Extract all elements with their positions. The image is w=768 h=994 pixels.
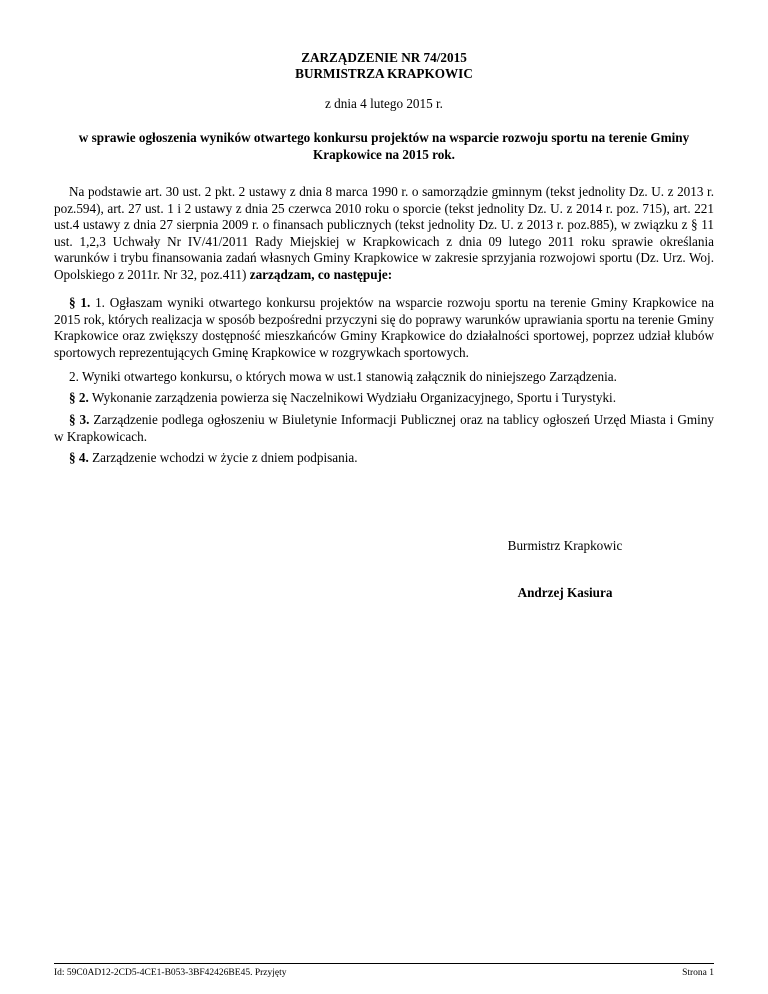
- document-subject: w sprawie ogłoszenia wyników otwartego konkursu projektów na wsparcie rozwoju sportu na terenie Gminy Krapkowice na 2015 rok.: [78, 130, 690, 162]
- title-line-2: BURMISTRZA KRAPKOWIC: [295, 66, 473, 81]
- section-3-paragraph: [54, 412, 714, 445]
- signature-title: Burmistrz Krapkowic: [507, 538, 623, 553]
- footer-divider: [54, 963, 714, 964]
- legal-basis-text: Na podstawie art. 30 ust. 2 pkt. 2 ustawy z dnia 8 marca 1990 r. o samorządzie gminnym (tekst jednolity Dz. U. z 2013 r. poz.594), art. 27 ust. 1 i 2 ustawy z dnia 25 czerwca 2010 roku o sporcie (tekst jednolity Dz. U. z 2014 r. poz. 715), art. 221 ust.4 ustawy z dnia 27 sierpnia 2009 r. o finansach publicznych (tekst jednolity Dz. U. z 2013 r. poz.885), w związku z § 11 ust. 1,2,3 Uchwały Nr IV/41/2011 Rady Miejskiej w Krapkowicach z dnia 09 lutego 2011 roku sprawie określania warunków i trybu finansowania zadań własnych Gminy Krapkowice w zakresie sprzyjania rozwojowi sportu (Dz. Urz. Woj. Opolskiego z 2011r. Nr 32, poz.411): [54, 184, 714, 282]
- legal-basis-paragraph: [54, 184, 714, 284]
- section-4-text: Zarządzenie wchodzi w życie z dniem podpisania.: [92, 450, 358, 465]
- section-3-text: Zarządzenie podlega ogłoszeniu w Biuletynie Informacji Publicznej oraz na tablicy ogłoszeń Urzęd Miasta i Gminy w Krapkowicach.: [54, 412, 715, 444]
- section-1-label: § 1.: [69, 295, 91, 310]
- section-1-point-2: 2. Wyniki otwartego konkursu, o których mowa w ust.1 stanowią załącznik do niniejszego Zarządzenia.: [69, 369, 617, 384]
- footer-page-number: Strona 1: [682, 968, 714, 978]
- section-4-label: § 4.: [69, 450, 89, 465]
- section-1-paragraph: [54, 295, 714, 361]
- document-title: [0, 50, 768, 82]
- title-line-1: ZARZĄDZENIE NR 74/2015: [301, 50, 467, 65]
- section-4-paragraph: [54, 450, 714, 467]
- legal-basis-decision: zarządzam, co następuje:: [249, 266, 393, 282]
- section-1-text: 1. Ogłaszam wyniki otwartego konkursu projektów na wsparcie rozwoju sportu na terenie Gminy Krapkowice na 2015 rok, których realizacja w sposób bezpośredni przyczyni się do poprawy warunków uprawiania sportu na terenie Gminy Krapkowice oraz zwiększy dostępność mieszkańców Gminy Krapkowice do działalności sportowej, poprzez udział klubów sportowych reprezentujących Gminę Krapkowice w rozgrywkach sportowych.: [54, 295, 715, 360]
- section-2-label: § 2.: [69, 390, 89, 405]
- footer-document-id: Id: 59C0AD12-2CD5-4CE1-B053-3BF42426BE45. Przyjęty: [54, 968, 287, 978]
- section-3-label: § 3.: [69, 412, 90, 427]
- document-date: z dnia 4 lutego 2015 r.: [325, 96, 443, 111]
- signature-name: Andrzej Kasiura: [517, 585, 613, 600]
- section-2-text: Wykonanie zarządzenia powierza się Naczelnikowi Wydziału Organizacyjnego, Sportu i Turystyki.: [91, 390, 617, 405]
- section-2-paragraph: [54, 390, 714, 407]
